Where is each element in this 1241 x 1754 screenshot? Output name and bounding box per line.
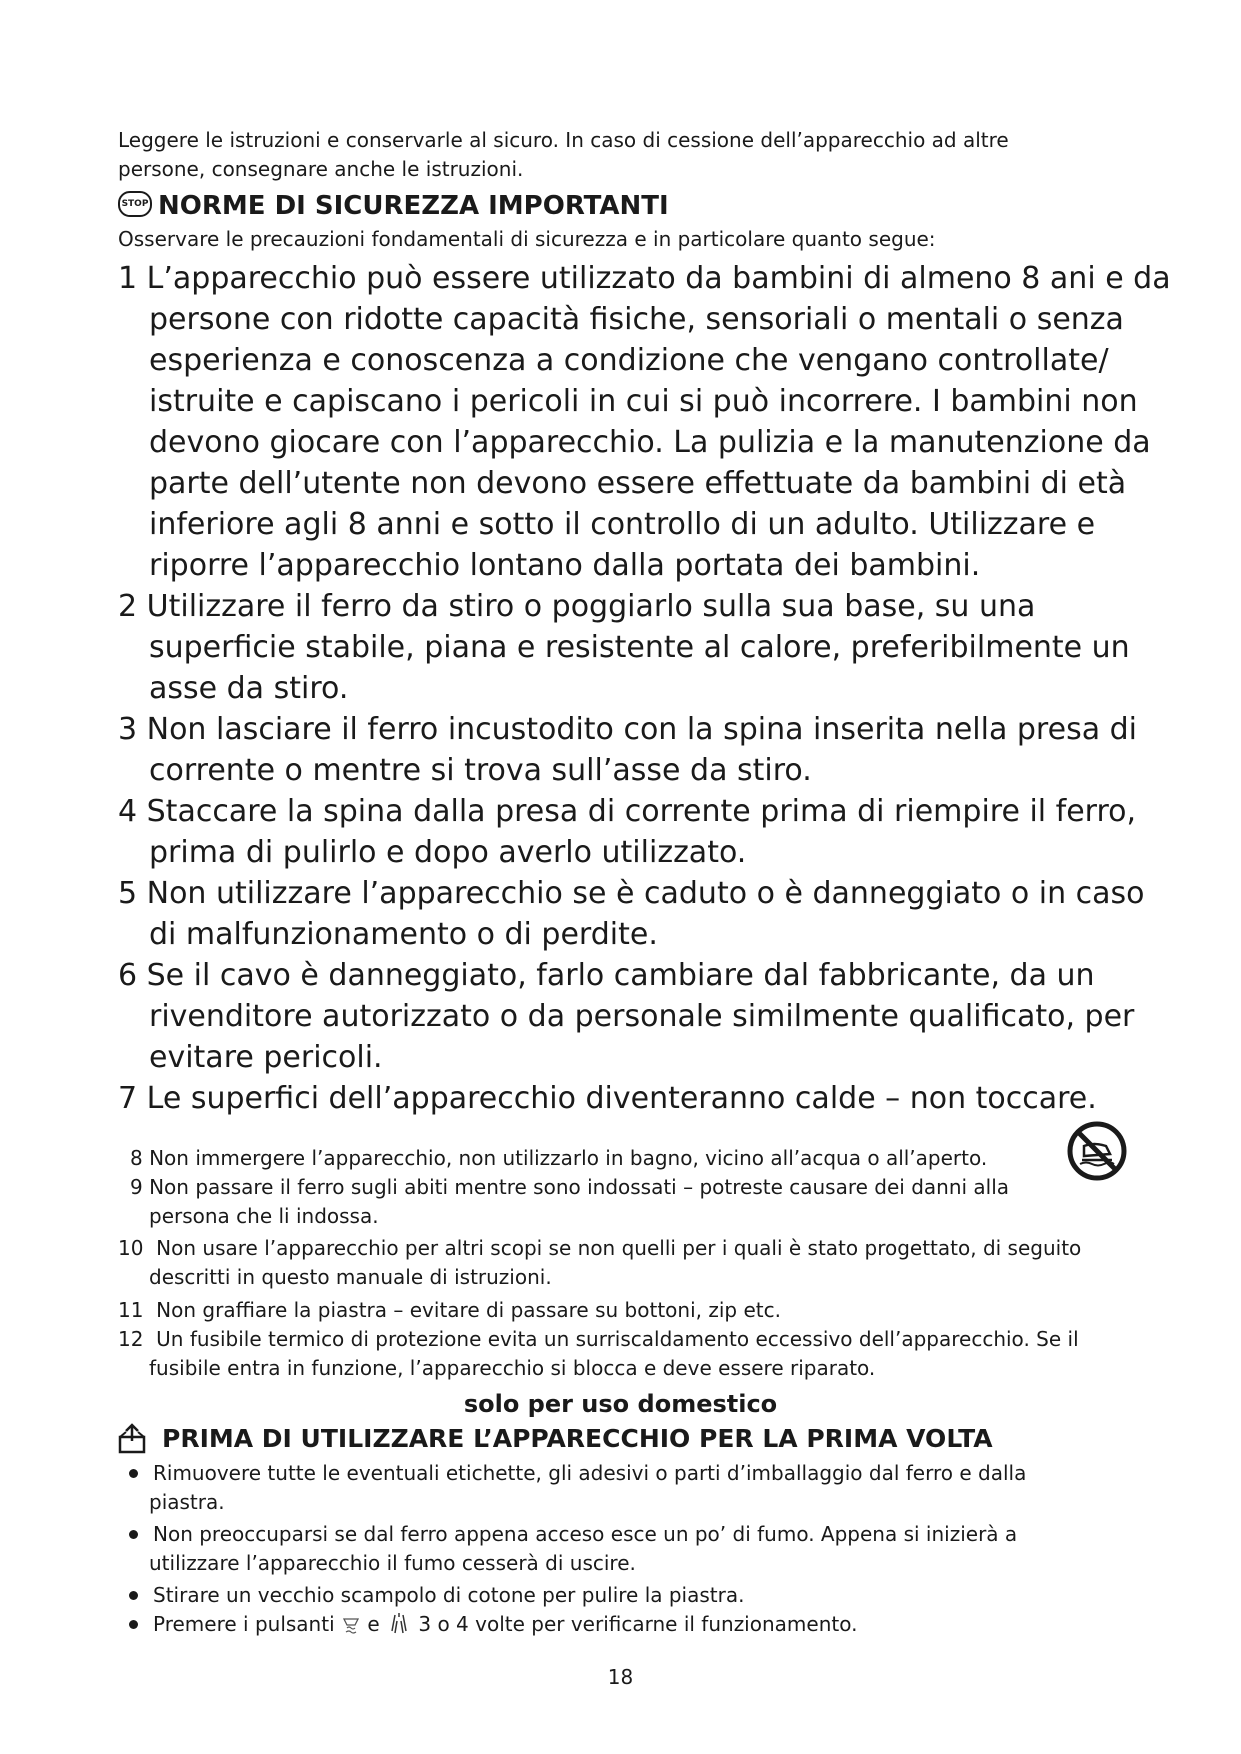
bullet-dot <box>129 1591 138 1600</box>
list-item: 3 Non lasciare il ferro incustodito con la spina inserita nella presa di corrente o mentre si trova sull’asse da stiro. <box>118 712 1137 788</box>
bullet-item-1: Rimuovere tutte le eventuali etichette, gli adesivi o parti d’imballaggio dal ferro e dalla piastra. <box>149 1461 1027 1514</box>
list-item: 4 Staccare la spina dalla presa di corrente prima di riempire il ferro, prima di pulirlo e dopo averlo utilizzato. <box>118 794 1137 870</box>
item-10: 10 Non usare l’apparecchio per altri scopi se non quelli per i quali è stato progettato, di seguito descritti in questo manuale di istruzioni. <box>118 1236 1082 1289</box>
intro-line-1: Leggere le istruzioni e conservarle al sicuro. In caso di cessione dell’apparecchio ad altre <box>118 128 1009 152</box>
domestic-use-note: solo per uso domestico <box>463 1390 778 1418</box>
page-number: 18 <box>607 1665 634 1689</box>
steam-burst-button-icon <box>341 1613 361 1635</box>
list-item: 6 Se il cavo è danneggiato, farlo cambiare dal fabbricante, da un rivenditore autorizzato o da personale similmente qualificato, per evitare pericoli. <box>118 958 1135 1075</box>
list-item: 5 Non utilizzare l’apparecchio se è caduto o è danneggiato o in caso di malfunzionamento o di perdite. <box>118 876 1145 952</box>
intro-line-2: persone, consegnare anche le istruzioni. <box>118 157 524 181</box>
list-item: 7 Le superfici dell’apparecchio diventeranno calde – non toccare. <box>118 1081 1097 1116</box>
bullet-item-3: Stirare un vecchio scampolo di cotone per pulire la piastra. <box>153 1583 745 1607</box>
stop-icon: STOP <box>118 191 152 217</box>
item-12: 12 Un fusibile termico di protezione evita un surriscaldamento eccessivo dell’apparecchio. Se il fusibile entra in funzione, l’apparecchio si blocca e deve essere riparato. <box>118 1327 1079 1380</box>
bullet-dot <box>129 1530 138 1539</box>
no-immersion-icon <box>1066 1120 1128 1182</box>
bullet-item-4: Premere i pulsanti e 3 o 4 volte per verificarne il funzionamento. <box>153 1612 858 1636</box>
first-use-title: PRIMA DI UTILIZZARE L’APPARECCHIO PER LA PRIMA VOLTA <box>162 1424 993 1453</box>
list-item: 2 Utilizzare il ferro da stiro o poggiarlo sulla sua base, su una superficie stabile, piana e resistente al calore, preferibilmente un asse da stiro. <box>118 589 1130 706</box>
item-8: 8 Non immergere l’apparecchio, non utilizzarlo in bagno, vicino all’acqua o all’aperto. <box>130 1146 988 1170</box>
safety-subtitle: Osservare le precauzioni fondamentali di sicurezza e in particolare quanto segue: <box>118 227 936 251</box>
bullet-dot <box>129 1620 138 1629</box>
safety-title: NORME DI SICUREZZA IMPORTANTI <box>158 191 669 221</box>
spray-button-icon <box>386 1611 412 1635</box>
bullet-item-2: Non preoccuparsi se dal ferro appena acceso esce un po’ di fumo. Appena si inizierà a utilizzare l’apparecchio il fumo cesserà di uscire. <box>149 1522 1018 1575</box>
large-items <box>118 258 1171 1119</box>
item-9: 9 Non passare il ferro sugli abiti mentre sono indossati – potreste causare dei danni alla persona che li indossa. <box>130 1175 1010 1228</box>
safety-heading <box>118 190 669 222</box>
item-11: 11 Non graffiare la piastra – evitare di passare su bottoni, zip etc. <box>118 1298 781 1322</box>
list-item: 1 L’apparecchio può essere utilizzato da bambini di almeno 8 ani e da persone con ridotte capacità fisiche, sensoriali o mentali o senza esperienza e conoscenza a condizione che vengano controllate/ istruite e capiscano i pericoli in cui si può incorrere. I bambini non devono giocare con l’apparecchio. La pulizia e la manutenzione da parte dell’utente non devono essere effettuate da bambini di età inferiore agli 8 anni e sotto il controllo di un adulto. Utilizzare e riporre l’apparecchio lontano dalla portata dei bambini. <box>118 261 1171 583</box>
bullet-dot <box>129 1469 138 1478</box>
unpack-box-icon <box>117 1423 147 1455</box>
